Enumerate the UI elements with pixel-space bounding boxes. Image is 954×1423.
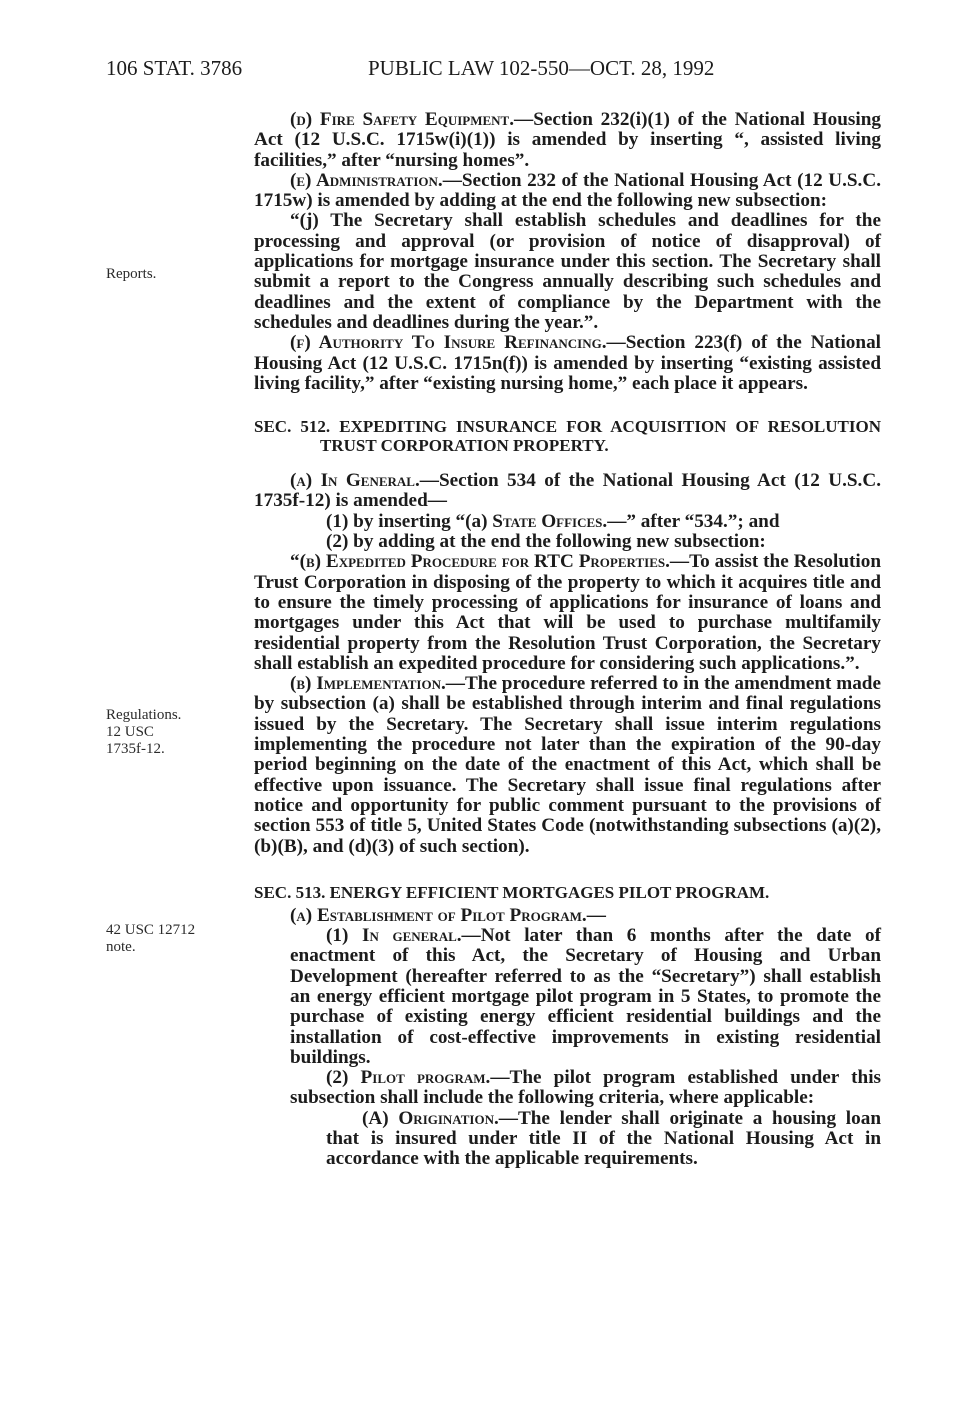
margin-note-reports-text: Reports. xyxy=(106,266,157,282)
section-512-paragraph-a xyxy=(254,471,881,512)
section-512-quoted-b-text: —To assist the Resolution Trust Corporation in disposing of the property to which it acquires title and to ensure the timely processing of applications for insurance of loans and mortgages under this Act that will be used to purchase multifamily residential property from the Resolution Trust Corporation, the Secretary shall establish an expedited procedure for considering such applications.”. xyxy=(254,551,881,674)
section-512-paragraph-a1 xyxy=(254,512,881,532)
public-law-title: PUBLIC LAW 102-550—OCT. 28, 1992 xyxy=(368,56,715,80)
section-513-paragraph-A xyxy=(254,1109,881,1170)
section-512-b-heading: (b) Implementation. xyxy=(290,673,446,695)
margin-note-regulations xyxy=(106,707,234,758)
section-513-1-text: —Not later than 6 months after the date of enactment of this Act, the Secretary of Housing and Urban Development (hereafter referred to as the “Secretary”) shall establish an energy efficient mortgage pilot program in 5 States, to promote the purchase of existing energy efficient residential buildings and the installation of cost-effective improvements in existing residential buildings. xyxy=(290,925,881,1068)
section-512-quoted-b-heading: “(b) Expedited Procedure for RTC Properties. xyxy=(290,551,670,573)
paragraph-e-heading: (e) Administration. xyxy=(290,169,443,191)
margin-note-regulations-line3: 1735f-12. xyxy=(106,741,165,757)
section-512-quoted-subsection-b xyxy=(254,552,881,674)
paragraph-d-heading: (d) Fire Safety Equipment. xyxy=(290,109,515,130)
paragraph-f xyxy=(254,333,881,394)
section-513-a-dash: — xyxy=(586,904,606,926)
section-513-1-heading: (1) In general. xyxy=(326,925,462,947)
paragraph-d xyxy=(254,110,881,171)
margin-note-usc-note xyxy=(106,922,234,956)
section-513-paragraph-2 xyxy=(254,1068,881,1109)
section-512-heading: SEC. 512. EXPEDITING INSURANCE FOR ACQUISITION OF RESOLUTION TRUST CORPORATION PROPERTY. xyxy=(254,417,881,456)
paragraph-e xyxy=(254,171,881,212)
section-513-a-heading: (a) Establishment of Pilot Program. xyxy=(290,904,587,926)
page-header xyxy=(0,56,954,90)
section-513-A-text: —The lender shall originate a housing loan that is insured under title II of the National Housing Act in accordance with the applicable requirements. xyxy=(326,1107,881,1170)
section-513-2-heading: (2) Pilot program. xyxy=(326,1067,491,1089)
section-512-a-heading: (a) In General. xyxy=(290,470,420,492)
margin-note-reports xyxy=(106,266,234,283)
paragraph-f-text: —Section 223(f) of the National Housing Act (12 U.S.C. 1715n(f)) is amended by inserting “existing assisted living facility,” after “existing nursing home,” each place it appears. xyxy=(254,332,881,394)
section-512-paragraph-a2: (2) by adding at the end the following new subsection: xyxy=(326,531,766,553)
paragraph-f-heading: (f) Authority To Insure Refinancing. xyxy=(290,332,607,354)
statute-page-number: 106 STAT. 3786 xyxy=(106,56,243,80)
margin-note-regulations-line1: Regulations. xyxy=(106,707,182,723)
section-512-b-text: —The procedure referred to in the amendment made by subsection (a) shall be established through interim and final regulations issued by the Secretary. The Secretary shall issue interim regulations implementing the procedure not later than the expiration of the 90-day period beginning on the date of the enactment of this Act, which shall be effective upon issuance. The Secretary shall issue final regulations after notice and opportunity for public comment pursuant to the provisions of section 553 of title 5, United States Code (notwithstanding subsections (a)(2), (b)(B), and (d)(3) of such section). xyxy=(254,673,881,857)
section-513-2-text: —The pilot program established under this subsection shall include the following criteria, where applicable: xyxy=(290,1067,881,1109)
section-513-paragraph-1 xyxy=(254,926,881,1068)
paragraph-d-text: —Section 232(i)(1) of the National Housing Act (12 U.S.C. 1715w(i)(1)) is amended by inserting “, assisted living facilities,” after “nursing homes”. xyxy=(254,109,881,171)
section-512-a-text: —Section 534 of the National Housing Act (12 U.S.C. 1735f-12) is amended— xyxy=(254,470,882,512)
section-513-heading: SEC. 513. ENERGY EFFICIENT MORTGAGES PILOT PROGRAM. xyxy=(254,882,770,902)
section-512-a1-smallcaps: State Offices xyxy=(492,510,603,532)
margin-note-usc-line2: note. xyxy=(106,939,136,955)
paragraph-e-text: —Section 232 of the National Housing Act (12 U.S.C. 1715w) is amended by adding at the end the following new subsection: xyxy=(254,169,881,212)
paragraph-j-quote: “(j) The Secretary shall establish schedules and deadlines for the processing and approval (or provision of notice of disapproval) of applications for mortgage insurance under this section. The Secretary shall submit a report to the Congress annually describing such schedules and deadlines and the extent of compliance by the Department with the schedules and deadlines during the year.”. xyxy=(254,210,881,333)
law-body xyxy=(254,110,881,1170)
margin-note-regulations-line2: 12 USC xyxy=(106,724,154,740)
section-513-A-heading: (A) Origination. xyxy=(362,1107,499,1129)
margin-note-usc-line1: 42 USC 12712 xyxy=(106,922,196,938)
section-513-paragraph-a xyxy=(254,906,881,926)
section-512-a1-pre: (1) by inserting “(a) xyxy=(326,510,493,532)
section-512-paragraph-b xyxy=(254,674,881,857)
section-512-a1-post: .—” after “534.”; and xyxy=(602,510,780,532)
